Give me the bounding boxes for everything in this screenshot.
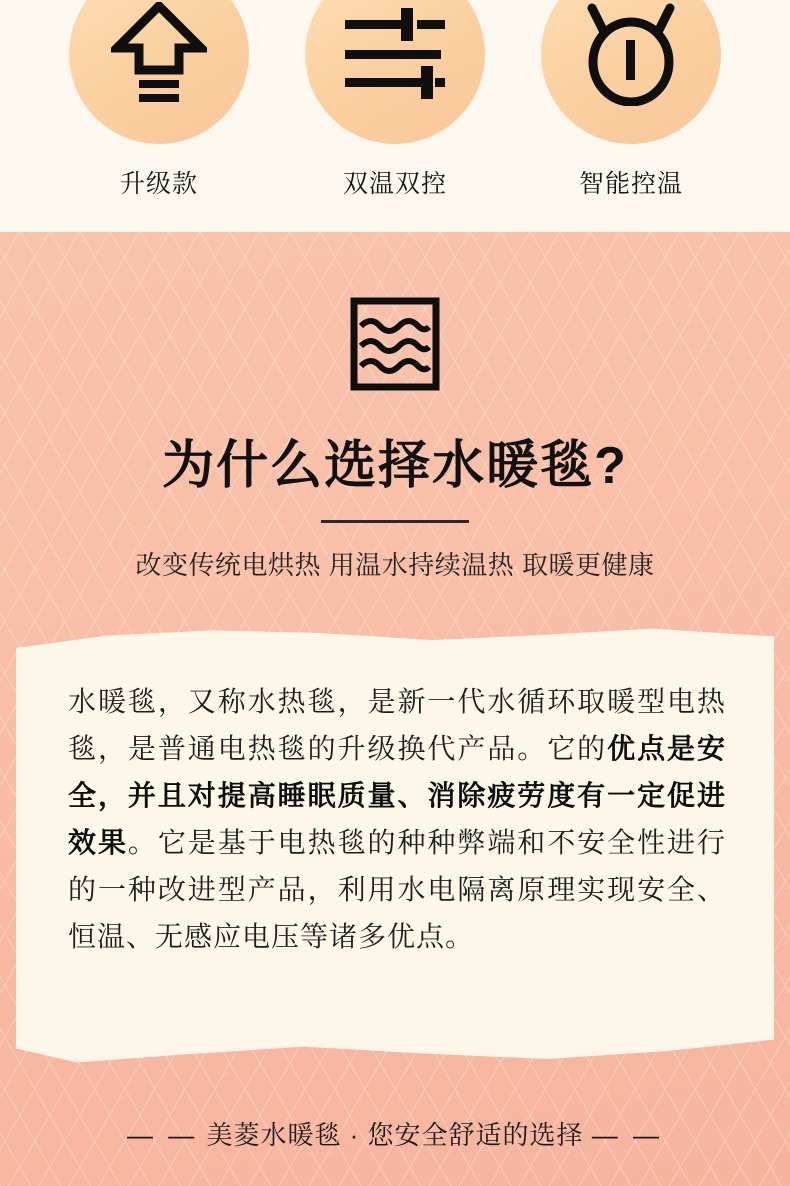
description-bold: 优点是安全，并且对提高睡眠质量、消除疲劳度有一定促进效果 [68, 733, 726, 858]
footer-slogan [0, 1115, 790, 1152]
page-subtitle: 改变传统电烘热 用温水持续温热 取暖更健康 [135, 550, 655, 580]
dash-left: — — [126, 1120, 199, 1150]
feature-circle [69, 0, 249, 144]
description-card [16, 626, 774, 1066]
description-part-1: 水暖毯，又称水热毯，是新一代水循环取暖型电热毯，是普通电热毯的升级换代产品。它的 [68, 686, 726, 764]
page-title: 为什么选择水暖毯? [162, 437, 628, 495]
dash-right: — — [591, 1120, 664, 1150]
feature-label: 智能控温 [578, 170, 683, 198]
feature-item-smart-temp [541, 0, 721, 200]
feature-list [18, 0, 772, 200]
upgrade-arrow-icon [111, 2, 207, 106]
water-blanket-icon-wrap [0, 232, 790, 397]
description-part-2: 。它是基于电热毯的种种弊端和不安全性进行的一种改进型产品，利用水电隔离原理实现安全、恒温、无感应电压等诸多优点。 [68, 827, 726, 952]
dual-slider-icon [343, 6, 447, 102]
description-text [68, 678, 726, 960]
feature-circle [541, 0, 721, 144]
title-divider [321, 520, 469, 523]
water-blanket-icon [349, 296, 441, 397]
feature-item-upgrade [69, 0, 249, 200]
feature-label: 升级款 [119, 170, 198, 198]
feature-item-dual-control [305, 0, 485, 200]
why-choose-section [0, 232, 790, 1186]
feature-label: 双温双控 [342, 170, 447, 198]
feature-strip [0, 0, 790, 232]
slogan-text: 美菱水暖毯 · 您安全舒适的选择 [206, 1120, 584, 1150]
feature-circle [305, 0, 485, 144]
smart-thermostat-icon [582, 2, 680, 106]
